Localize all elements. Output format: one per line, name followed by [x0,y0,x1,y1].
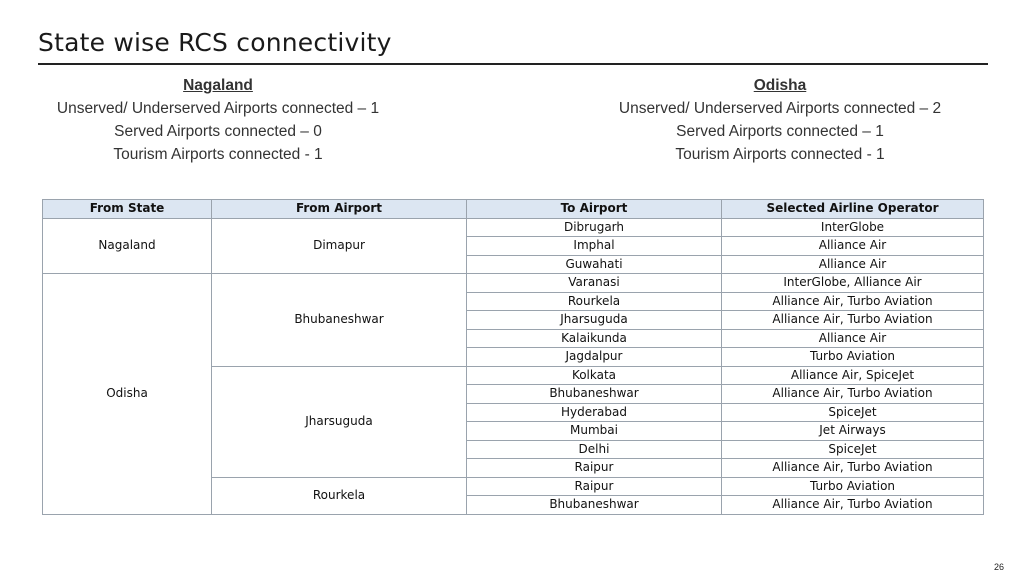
to-airport-cell: Jharsuguda [467,311,722,330]
from-state-cell: Nagaland [43,218,212,274]
operator-cell: Alliance Air, Turbo Aviation [722,311,984,330]
summary-odisha [570,74,990,166]
to-airport-cell: Mumbai [467,422,722,441]
summary-unserved: Unserved/ Underserved Airports connected – 1 [56,100,380,117]
from-airport-cell: Dimapur [212,218,467,274]
from-airport-cell: Rourkela [212,477,467,514]
to-airport-cell: Raipur [467,477,722,496]
table-row [43,218,984,237]
from-airport-cell: Jharsuguda [212,366,467,477]
table-row [43,274,984,293]
header-to-airport: To Airport [467,200,722,219]
operator-cell: Alliance Air [722,237,984,256]
operator-cell: Alliance Air, Turbo Aviation [722,459,984,478]
operator-cell: Alliance Air, SpiceJet [722,366,984,385]
operator-cell: SpiceJet [722,440,984,459]
operator-cell: Alliance Air, Turbo Aviation [722,496,984,515]
connectivity-table [42,199,984,515]
to-airport-cell: Guwahati [467,255,722,274]
summary-state-name: Odisha [753,77,807,94]
to-airport-cell: Dibrugarh [467,218,722,237]
to-airport-cell: Bhubaneshwar [467,385,722,404]
summary-state-name: Nagaland [183,77,253,94]
to-airport-cell: Imphal [467,237,722,256]
operator-cell: Alliance Air, Turbo Aviation [722,292,984,311]
page-title: State wise RCS connectivity [38,28,392,57]
to-airport-cell: Delhi [467,440,722,459]
to-airport-cell: Kolkata [467,366,722,385]
to-airport-cell: Hyderabad [467,403,722,422]
operator-cell: Jet Airways [722,422,984,441]
page-number: 26 [993,562,1004,572]
operator-cell: Alliance Air [722,329,984,348]
header-airline-operator: Selected Airline Operator [722,200,984,219]
title-divider [38,63,988,65]
summary-tourism: Tourism Airports connected - 1 [113,146,323,163]
from-state-cell: Odisha [43,274,212,515]
table-header-row [43,200,984,219]
header-from-airport: From Airport [212,200,467,219]
operator-cell: Alliance Air, Turbo Aviation [722,385,984,404]
to-airport-cell: Rourkela [467,292,722,311]
operator-cell: SpiceJet [722,403,984,422]
summary-nagaland [8,74,428,166]
to-airport-cell: Bhubaneshwar [467,496,722,515]
summary-served: Served Airports connected – 0 [114,123,322,140]
summary-served: Served Airports connected – 1 [676,123,884,140]
from-airport-cell: Bhubaneshwar [212,274,467,367]
summary-unserved: Unserved/ Underserved Airports connected – 2 [618,100,942,117]
operator-cell: Turbo Aviation [722,477,984,496]
header-from-state: From State [43,200,212,219]
operator-cell: InterGlobe [722,218,984,237]
to-airport-cell: Jagdalpur [467,348,722,367]
to-airport-cell: Varanasi [467,274,722,293]
summary-tourism: Tourism Airports connected - 1 [675,146,885,163]
operator-cell: Alliance Air [722,255,984,274]
to-airport-cell: Kalaikunda [467,329,722,348]
to-airport-cell: Raipur [467,459,722,478]
operator-cell: Turbo Aviation [722,348,984,367]
operator-cell: InterGlobe, Alliance Air [722,274,984,293]
